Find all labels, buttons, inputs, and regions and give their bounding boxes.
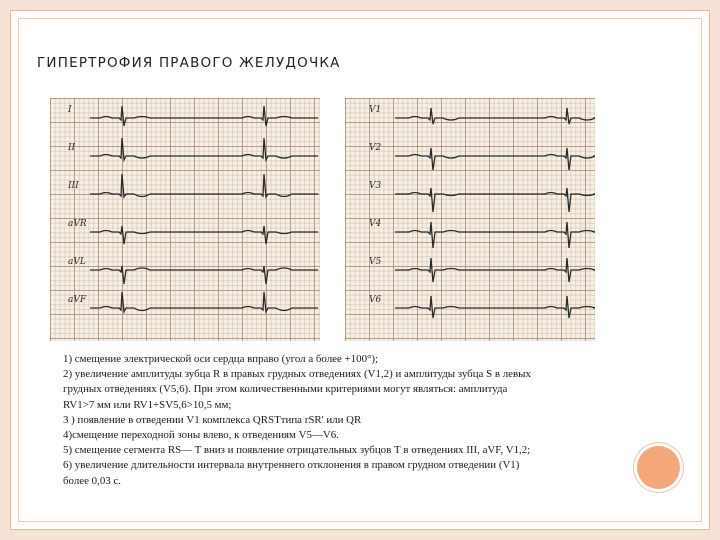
ecg-lead-label: III [68,181,79,191]
ecg-trace [395,148,595,170]
ecg-lead-label: V4 [369,219,382,229]
ecg-lead-label: V3 [369,181,382,191]
criterion-4: 4)смещение переходной зоны влево, к отведениям V5—V6. [63,429,339,442]
criteria-list [63,352,533,489]
ecg-chest-leads-traces [345,98,595,341]
ecg-limb-leads-traces [50,98,320,341]
ecg-lead-label: aVF [68,295,87,305]
ecg-trace [90,138,318,160]
ecg-trace [90,174,318,197]
ecg-trace [395,258,595,282]
criterion-6: 6) увеличение длительности интервала внутреннего отклонения в правом грудном отведении (V1) более 0,03 с. [63,459,520,487]
ecg-lead-label: II [68,143,76,153]
decorative-circle [637,446,680,489]
ecg-trace [90,292,318,312]
ecg-lead-label: V5 [369,257,382,267]
slide-title: ГИПЕРТРОФИЯ ПРАВОГО ЖЕЛУДОЧКА [37,55,341,71]
ecg-lead-label: V2 [369,143,382,153]
ecg-trace [90,266,318,284]
ecg-lead-label: V6 [369,295,382,305]
ecg-trace [90,226,318,244]
ecg-trace [395,296,595,318]
criterion-3: 3 ) появление в отведении V1 комплекса QRSTтипа rSR' или QR [63,413,362,426]
ecg-trace [395,222,595,248]
ecg-lead-label: aVL [68,257,86,267]
ecg-trace [395,108,595,124]
ecg-chest-leads-image [345,98,595,341]
ecg-lead-label: I [68,105,72,115]
ecg-trace [90,106,318,126]
ecg-lead-label: aVR [68,219,87,229]
criterion-1: 1) смещение электрической оси сердца вправо (угол а более +100°); [63,353,379,365]
criterion-2: 2) увеличение амплитуды зубца R в правых грудных отведениях (V1,2) и амплитуды зубца S в левых грудных отведениях (V5,6). При этом количественными критериями могут являться: амплитуда RV1>7 мм или RV1+SV5,6>10,5 мм; [63,368,531,411]
ecg-trace [395,188,595,212]
ecg-lead-label: V1 [369,105,382,115]
criterion-5: 5) смещение сегмента RS— T вниз и появление отрицательных зубцов Т в отведениях III, aVF, V1,2; [63,444,531,457]
ecg-limb-leads-image [50,98,320,341]
